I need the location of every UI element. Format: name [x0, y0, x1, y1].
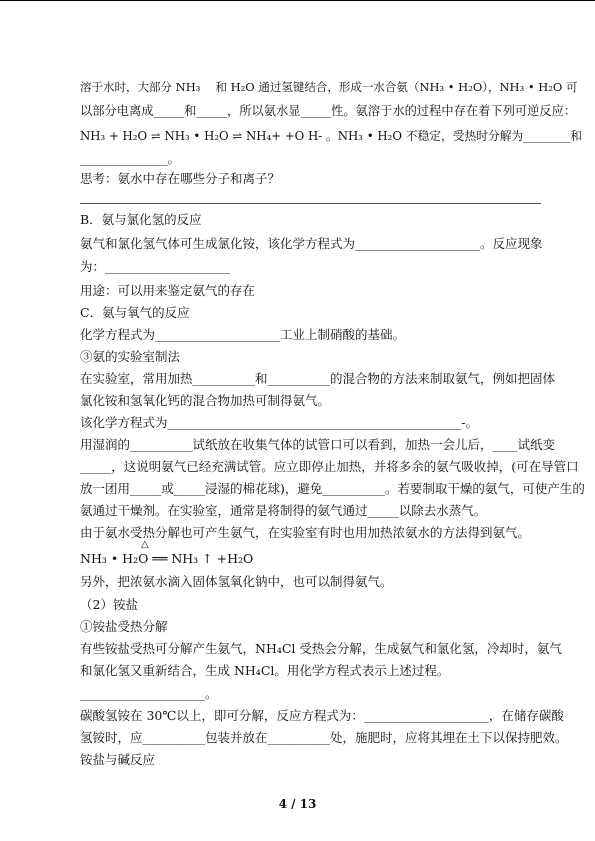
text-line-4: ______________。: [80, 151, 181, 166]
page-number: 4 / 13: [278, 797, 317, 811]
text-line-29: 氢铵时，应__________包装并放在__________处，施肥时，应将其埋在土下以保持肥效。: [80, 730, 568, 745]
text-line-2: 以部分电离成_____和_____，所以氨水显_____性。氨溶于水的过程中存在着下列可逆反应：: [80, 104, 577, 118]
text-line-7: 氨气和氯化氢气体可生成氯化铵，该化学方程式为____________________。反应现象: [80, 236, 543, 251]
text-line-28: 碳酸氢铵在 30℃以上，即可分解，反应方程式为：____________________，在储存碳酸: [80, 708, 564, 723]
text-line-12: ③氨的实验室制法: [80, 349, 181, 364]
text-line-6: B．氨与氯化氢的反应: [80, 212, 202, 227]
text-line-19: 氨通过干燥剂。在实验室，通常是将制得的氨气通过_____以除去水蒸气。: [80, 503, 487, 518]
text-line-27: ____________________。: [80, 686, 218, 701]
text-line-20: 由于氨水受热分解也可产生氨气，在实验室有时也用加热浓氨水的方法得到氨气。: [80, 525, 531, 540]
text-line-16: 用湿润的__________试纸放在收集气体的试管口可以看到，加热一会儿后，____试纸变: [80, 437, 556, 452]
text-line-15: 该化学方程式为_______________________________________________-。: [80, 415, 478, 430]
text-line-10: C．氨与氧气的反应: [80, 305, 190, 320]
text-line-13: 在实验室，常用加热__________和__________的混合物的方法来制取氨气，例如把固体: [80, 371, 556, 386]
text-line-14: 氯化铵和氢氧化钙的混合物加热可制得氨气。: [80, 393, 331, 408]
page-top-rule: [0, 0, 595, 1]
text-line-1: 溶于水时，大部分 NH₃ 和 H₂O 通过氢键结合，形成一水合氨（NH₃ • H₂O），NH₃ • H₂O 可: [80, 80, 578, 94]
text-line-26: 和氯化氢又重新结合，生成 NH₄Cl。用化学方程式表示上述过程。: [80, 663, 450, 678]
text-line-24: ①铵盐受热分解: [80, 619, 168, 634]
text-line-25: 有些铵盐受热可分解产生氨气，NH₄Cl 受热会分解，生成氨气和氯化氢，冷却时，氨气: [80, 641, 562, 656]
text-line-8: 为：____________________: [80, 259, 231, 274]
text-line-30: 铵盐与碱反应: [80, 752, 156, 767]
text-line-23: （2）铵盐: [80, 597, 138, 612]
equation-ammonia-decomposition: NH₃ • H₂O ══ NH₃ ↑ +H₂O: [80, 551, 254, 566]
text-line-11: 化学方程式为____________________工业上制硝酸的基础。: [80, 327, 406, 342]
answer-rule: [80, 203, 541, 204]
text-line-22: 另外，把浓氨水滴入固体氢氧化钠中，也可以制得氨气。: [80, 574, 393, 589]
text-line-18: 放一团用_____或_____浸湿的棉花球)，避免__________。若要制取干燥的氨气，可使产生的: [80, 481, 585, 496]
text-line-17: _____，这说明氨气已经充满试管。应立即停止加热，并将多余的氨气吸收掉，(可在导管口: [80, 459, 579, 474]
text-line-9: 用途：可以用来鉴定氨气的存在: [80, 283, 256, 298]
text-line-3: NH₃ + H₂O ⇌ NH₃ • H₂O ⇌ NH₄+ +O H- 。NH₃ • H₂O 不稳定，受热时分解为________和: [80, 129, 582, 143]
text-line-5: 思考：氨水中存在哪些分子和离子？: [80, 171, 281, 186]
heat-symbol: △: [141, 539, 149, 550]
